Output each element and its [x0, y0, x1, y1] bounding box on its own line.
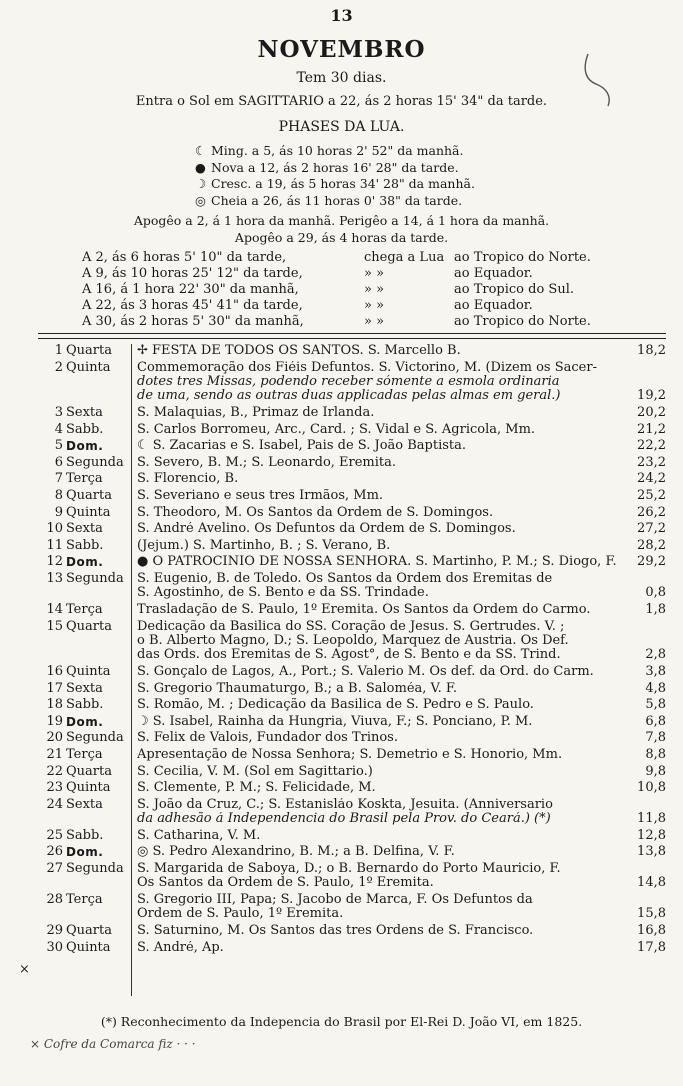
table-row: [0, 798, 683, 827]
saints-description: [137, 862, 617, 891]
table-row: [0, 698, 683, 712]
description-line: S. João da Cruz, C.; S. Estanisláo Koskta, Jesuita. (Anniversario: [137, 797, 553, 812]
description-line: S. Gregorio Thaumaturgo, B.; a B. Saloméa, V. F.: [137, 681, 458, 696]
day-number: 7: [54, 471, 63, 487]
day-number: 2: [54, 359, 63, 375]
phase-text: Nova a 12, ás 2 horas 16' 28" da tarde.: [211, 159, 459, 175]
description-line: ✢ FESTA DE TODOS OS SANTOS. S. Marcello B.: [137, 344, 461, 358]
saints-description: [137, 620, 617, 663]
saints-description: [137, 522, 617, 536]
weekday: Segunda: [66, 861, 124, 876]
day-number: 6: [54, 454, 63, 470]
saints-description: [137, 781, 617, 795]
moon-age: 14,8: [637, 875, 666, 891]
weekday: Sabb.: [66, 537, 104, 553]
saints-description: [137, 845, 617, 859]
description-line: Os Santos da Ordem de S. Paulo, 1º Eremita.: [137, 876, 434, 891]
day-number: 4: [54, 421, 63, 437]
description-line: S. André Avelino. Os Defuntos da Ordem de S. Domingos.: [137, 522, 516, 537]
moon-age: 15,8: [637, 906, 666, 922]
saints-description: [137, 698, 617, 712]
phase-text: Cresc. a 19, ás 5 horas 34' 28" da manhã.: [211, 176, 475, 191]
moon-age: 2,8: [645, 647, 666, 663]
saints-description: [137, 682, 617, 696]
weekday: Terça: [66, 747, 103, 762]
description-line: S. Romão, M. ; Dedicação da Basilica de S. Pedro e S. Paulo.: [137, 698, 534, 713]
table-row: [0, 423, 683, 437]
description-line: S. André, Ap.: [137, 940, 224, 955]
moon-age: 8,8: [645, 747, 666, 762]
description-line: S. Theodoro, M. Os Santos da Ordem de S. Domingos.: [137, 505, 494, 520]
weekday: Sexta: [66, 680, 103, 696]
weekday: Quarta: [66, 343, 112, 358]
weekday: Quinta: [66, 359, 111, 375]
table-row: [0, 522, 683, 536]
transit-time: A 16, á 1 hora 22' 30" da manhã,: [82, 282, 299, 297]
table-row: [0, 941, 683, 955]
saints-description: [137, 765, 617, 779]
moon-age: 6,8: [645, 713, 666, 729]
description-line: S. Malaquias, B., Primaz de Irlanda.: [137, 406, 375, 420]
transit-mid: » »: [364, 266, 385, 281]
table-row: [0, 748, 683, 762]
table-row: [0, 344, 683, 358]
saints-description: [137, 344, 617, 358]
table-row: [0, 715, 683, 729]
weekday: Segunda: [66, 454, 124, 470]
moon-age: 12,8: [637, 827, 666, 843]
saints-description: [137, 555, 617, 569]
transit-mid: » »: [364, 298, 385, 313]
table-row: [0, 555, 683, 569]
saints-description: [137, 715, 617, 729]
divider-rule: [38, 338, 666, 339]
moon-age: 10,8: [637, 780, 666, 796]
day-number: 5: [54, 438, 63, 454]
moon-age: 16,8: [637, 923, 666, 938]
description-line: Dedicação da Basilica do SS. Coração de Jesus. S. Gertrudes. V. ;: [137, 619, 565, 634]
moon-age: 20,2: [637, 405, 666, 420]
moon-age: 28,2: [637, 537, 666, 553]
saints-description: [137, 603, 617, 617]
footnote: (*) Reconhecimento da Indepencia do Brasil por El-Rei D. João VI, em 1825.: [100, 1014, 583, 1029]
phase-text: Cheia a 26, ás 11 horas 0' 38" da tarde.: [211, 192, 463, 208]
moon-age: 29,2: [637, 554, 666, 570]
divider-rule: [38, 333, 666, 334]
transit-dest: ao Tropico do Sul.: [454, 282, 574, 297]
moon-age: 7,8: [645, 730, 666, 746]
day-number: 15: [46, 618, 63, 634]
description-line: S. Gonçalo de Lagos, A., Port.; S. Valerio M. Os def. da Ord. do Carm.: [137, 665, 594, 679]
saints-description: [137, 731, 617, 745]
saints-description: [137, 941, 617, 955]
phase-line: [195, 176, 475, 191]
margin-mark: ×: [19, 962, 30, 977]
day-number: 26: [46, 844, 63, 860]
table-row: [0, 682, 683, 696]
saints-description: [137, 489, 617, 503]
description-line: S. Florencio, B.: [137, 472, 239, 487]
moon-age: 17,8: [637, 939, 666, 955]
description-line: (Jejum.) S. Martinho, B. ; S. Verano, B.: [137, 538, 391, 553]
day-number: 23: [46, 780, 63, 796]
moon-age: 3,8: [645, 664, 666, 679]
day-number: 29: [46, 923, 63, 938]
weekday: Segunda: [66, 730, 124, 746]
description-line: S. Agostinho, de S. Bento e da SS. Trindade.: [137, 586, 429, 601]
table-row: [0, 406, 683, 420]
weekday: Sabb.: [66, 697, 104, 713]
moon-phase-icon: ☾: [195, 143, 207, 158]
weekday: Sabb.: [66, 827, 104, 843]
moon-age: 22,2: [637, 438, 666, 454]
transit-line: [82, 298, 533, 313]
transit-line: [82, 282, 574, 297]
moon-age: 25,2: [637, 488, 666, 503]
day-number: 8: [54, 488, 63, 503]
transit-mid: » »: [364, 314, 385, 329]
description-line: Apresentação de Nossa Senhora; S. Demetrio e S. Honorio, Mm.: [137, 748, 563, 762]
apogee-line-2: Apogêo a 29, ás 4 horas da tarde.: [234, 230, 449, 245]
transit-dest: ao Equador.: [454, 298, 533, 313]
pencil-mark: [582, 50, 622, 110]
moon-age: 27,2: [637, 521, 666, 537]
day-number: 12: [46, 554, 63, 570]
moon-phase-icon: ☽: [195, 176, 207, 191]
day-number: 28: [46, 892, 63, 907]
moon-age: 21,2: [637, 421, 666, 437]
moon-age: 0,8: [645, 585, 666, 601]
transit-time: A 2, ás 6 horas 5' 10" da tarde,: [82, 250, 287, 265]
table-row: [0, 924, 683, 938]
table-row: [0, 603, 683, 617]
moon-age: 24,2: [637, 471, 666, 487]
day-number: 13: [46, 571, 63, 586]
moon-age: 4,8: [645, 680, 666, 696]
weekday: Terça: [66, 892, 103, 907]
transit-dest: ao Tropico do Norte.: [454, 250, 591, 265]
day-number: 14: [46, 602, 63, 617]
moon-age: 5,8: [645, 697, 666, 713]
day-number: 19: [46, 713, 63, 729]
day-number: 9: [54, 504, 63, 520]
transit-dest: ao Tropico do Norte.: [454, 314, 591, 329]
month-title: NOVEMBRO: [257, 36, 426, 63]
day-number: 3: [54, 405, 63, 420]
table-row: [0, 731, 683, 745]
saints-description: [137, 572, 617, 601]
description-line: ☽ S. Isabel, Rainha da Hungria, Viuva, F.; S. Ponciano, P. M.: [137, 714, 533, 729]
table-row: [0, 572, 683, 601]
transit-mid: chega a Lua: [364, 250, 445, 265]
description-line: S. Felix de Valois, Fundador dos Trinos.: [137, 731, 398, 746]
day-number: 27: [46, 861, 63, 876]
day-number: 20: [46, 730, 63, 746]
day-number: 10: [46, 521, 63, 537]
transit-dest: ao Equador.: [454, 266, 533, 281]
day-number: 24: [46, 796, 63, 812]
description-line: ● O PATROCINIO DE NOSSA SENHORA. S. Martinho, P. M.; S. Diogo, F.: [137, 555, 617, 570]
weekday: Terça: [66, 602, 103, 617]
table-row: [0, 361, 683, 404]
day-number: 16: [46, 664, 63, 679]
description-line: S. Saturnino, M. Os Santos das tres Ordens de S. Francisco.: [137, 924, 534, 938]
description-line: S. Catharina, V. M.: [137, 828, 261, 843]
saints-description: [137, 506, 617, 520]
saints-description: [137, 406, 617, 420]
table-row: [0, 539, 683, 553]
description-line: dotes tres Missas, podendo receber sómente a esmola ordinaria: [137, 375, 560, 389]
table-row: [0, 781, 683, 795]
description-line: o B. Alberto Magno, D.; S. Leopoldo, Marquez de Austria. Os Def.: [137, 634, 569, 648]
description-line: das Ords. dos Eremitas de S. Agost°, de S. Bento e da SS. Trind.: [137, 648, 561, 663]
weekday: Dom.: [66, 439, 104, 454]
saints-description: [137, 472, 617, 486]
day-number: 22: [46, 763, 63, 779]
phases-title: PHASES DA LUA.: [278, 119, 405, 135]
description-line: S. Carlos Borromeu, Arc., Card. ; S. Vidal e S. Agricola, Mm.: [137, 422, 536, 437]
phase-line: [195, 160, 459, 175]
description-line: ◎ S. Pedro Alexandrino, B. M.; a B. Delfina, V. F.: [137, 845, 455, 860]
saints-description: [137, 456, 617, 470]
table-row: [0, 845, 683, 859]
weekday: Quarta: [66, 618, 112, 634]
description-line: ☾ S. Zacarias e S. Isabel, Pais de S. João Baptista.: [137, 439, 467, 454]
day-number: 11: [46, 537, 63, 553]
day-number: 21: [46, 747, 63, 762]
day-number: 25: [46, 827, 63, 843]
table-row: [0, 765, 683, 779]
description-line: S. Eugenio, B. de Toledo. Os Santos da Ordem dos Eremitas de: [137, 572, 553, 586]
moon-phase-icon: ●: [195, 159, 206, 175]
saints-description: [137, 829, 617, 843]
weekday: Dom.: [66, 714, 104, 729]
weekday: Sexta: [66, 405, 103, 420]
table-row: [0, 829, 683, 843]
moon-age: 26,2: [637, 504, 666, 520]
weekday: Quinta: [66, 939, 111, 955]
table-row: [0, 620, 683, 663]
day-number: 30: [46, 939, 63, 955]
weekday: Quinta: [66, 504, 111, 520]
transit-time: A 30, ás 2 horas 5' 30" da manhã,: [82, 314, 304, 329]
description-line: S. Severo, B. M.; S. Leonardo, Eremita.: [137, 455, 397, 470]
moon-age: 23,2: [637, 454, 666, 470]
description-line: de uma, sendo as outras duas applicadas pelas almas em geral.): [137, 389, 561, 404]
weekday: Dom.: [66, 555, 104, 570]
day-number: 1: [54, 343, 63, 358]
transit-line: [82, 266, 533, 281]
saints-description: [137, 539, 617, 553]
description-line: S. Severiano e seus tres Irmãos, Mm.: [137, 489, 384, 503]
weekday: Terça: [66, 471, 103, 487]
weekday: Quarta: [66, 488, 112, 503]
moon-age: 19,2: [637, 388, 666, 404]
moon-age: 18,2: [637, 343, 666, 358]
description-line: S. Margarida de Saboya, D.; o B. Bernardo do Porto Mauricio, F.: [137, 862, 561, 876]
moon-age: 9,8: [645, 763, 666, 779]
moon-age: 1,8: [645, 602, 666, 617]
days-count: Tem 30 dias.: [296, 70, 387, 86]
weekday: Quarta: [66, 923, 112, 938]
day-number: 18: [46, 697, 63, 713]
phase-text: Ming. a 5, ás 10 horas 2' 52" da manhã.: [211, 143, 464, 158]
apogee-line-1: Apogêo a 2, á 1 hora da manhã. Perigêo a 14, á 1 hora da manhã.: [133, 213, 550, 228]
description-line: S. Gregorio III, Papa; S. Jacobo de Marca, F. Os Defuntos da: [137, 893, 533, 907]
moon-phase-icon: ◎: [195, 192, 206, 208]
weekday: Quinta: [66, 664, 111, 679]
page-number: 13: [330, 6, 353, 25]
handwritten-note: × Cofre da Comarca fiz · · ·: [30, 1037, 196, 1051]
saints-description: [137, 893, 617, 922]
saints-description: [137, 361, 617, 404]
transit-time: A 9, ás 10 horas 25' 12" da tarde,: [82, 266, 303, 281]
table-row: [0, 489, 683, 503]
saints-description: [137, 423, 617, 437]
description-line: Trasladação de S. Paulo, 1º Eremita. Os Santos da Ordem do Carmo.: [137, 603, 591, 617]
table-row: [0, 506, 683, 520]
weekday: Quarta: [66, 763, 112, 779]
weekday: Sexta: [66, 796, 103, 812]
description-line: S. Cecilia, V. M. (Sol em Sagittario.): [137, 764, 373, 779]
saints-description: [137, 798, 617, 827]
weekday: Sexta: [66, 521, 103, 537]
description-line: da adhesão á Independencia do Brasil pela Prov. do Ceará.) (*): [137, 812, 551, 827]
sun-entry: Entra o Sol em SAGITTARIO a 22, ás 2 horas 15' 34" da tarde.: [135, 94, 548, 109]
transit-mid: » »: [364, 282, 385, 297]
phase-line: [195, 193, 462, 208]
table-row: [0, 439, 683, 453]
moon-age: 13,8: [637, 844, 666, 860]
table-row: [0, 665, 683, 679]
table-row: [0, 862, 683, 891]
table-row: [0, 472, 683, 486]
weekday: Quinta: [66, 780, 111, 796]
saints-description: [137, 439, 617, 453]
phase-line: [195, 143, 463, 158]
description-line: S. Clemente, P. M.; S. Felicidade, M.: [137, 781, 376, 796]
saints-description: [137, 924, 617, 938]
saints-description: [137, 665, 617, 679]
description-line: Ordem de S. Paulo, 1º Eremita.: [137, 907, 344, 922]
transit-line: [82, 314, 591, 329]
moon-age: 11,8: [637, 811, 666, 827]
table-row: [0, 893, 683, 922]
day-number: 17: [46, 680, 63, 696]
saints-description: [137, 748, 617, 762]
weekday: Sabb.: [66, 421, 104, 437]
table-row: [0, 456, 683, 470]
transit-line: [82, 250, 591, 265]
description-line: Commemoração dos Fiéis Defuntos. S. Victorino, M. (Dizem os Sacer-: [137, 360, 597, 375]
weekday: Dom.: [66, 845, 104, 860]
weekday: Segunda: [66, 571, 124, 586]
transit-time: A 22, ás 3 horas 45' 41" da tarde,: [82, 298, 303, 313]
